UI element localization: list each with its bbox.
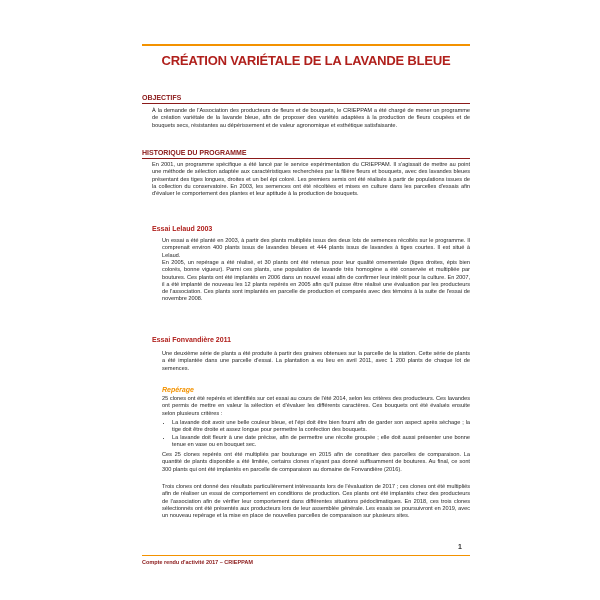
footer-text: Compte rendu d'activité 2017 – CRIEPPAM: [142, 560, 253, 566]
subsection-heading-lelaud: Essai Lelaud 2003: [152, 226, 213, 233]
subsubsection-heading-reperage: Repérage: [162, 387, 194, 394]
bullet-item: • La lavande doit fleurir à une date précise, afin de permettre une récolte groupée ; elle doit aussi présenter une bonne tenue en vase ou en bouquet sec.: [172, 435, 470, 450]
section-heading-historique: HISTORIQUE DU PROGRAMME: [142, 150, 470, 159]
subsection-heading-fonvandiere: Essai Fonvandière 2011: [152, 337, 231, 344]
footer-rule: [142, 555, 470, 556]
page-number: 1: [458, 544, 462, 551]
section-heading-objectifs: OBJECTIFS: [142, 95, 470, 104]
reperage-paragraph: 25 clones ont été repérés et identifiés sur cet essai au cours de l'été 2014, selon les critères des producteurs. Ces lavandes ont permis de mettre en valeur la sélection et d'évaluer les différents caractères. Ces bouquets ont été évalués ensuite selon plusieurs critères :: [162, 396, 470, 417]
document-title: CRÉATION VARIÉTALE DE LA LAVANDE BLEUE: [161, 53, 451, 68]
reperage-after-paragraph-1: Ces 25 clones repérés ont été multipliés par bouturage en 2015 afin de constituer des parcelles de comparaison. La quantité de plants disponible a été limitée, certains clones n'ayant pas donné suffisamment de boutures. Au final, ce sont 300 plants qui ont été implantés en parcelle de comparaison au domaine de Fonvandière (2016).: [162, 452, 470, 473]
bullet-item: • La lavande doit avoir une belle couleur bleue, et l'épi doit être bien fourni afin de garder son aspect après séchage ; la tige doit être droite et assez longue pour permettre la confection des bouquets.: [172, 420, 470, 435]
fonvandiere-paragraph: Une deuxième série de plants a été produite à partir des graines obtenues sur la parcelle de la station. Cette série de plants a été implantée dans une parcelle d'essai. La plantation a eu lieu en avril 2011, avec 1 200 plants de chaque lot de semences.: [162, 351, 470, 372]
lelaud-paragraph-2: En 2005, un repérage a été réalisé, et 30 plants ont été retenus pour leur qualité ornementale (tiges droites, épis bien colorés, bonne vigueur). Parmi ces plants, une population de lavande très homogène a été conservée et multipliée par boutures. Ces plants ont été implantés en 2006 dans un nouvel essai afin de confirmer leur intérêt pour la culture. En 2007, il a été implanté de nouveau les 12 plants repérés en 2005 afin qu'il puisse être réalisé une évaluation par les producteurs de l'association. Ces plants sont implantés en parcelle de production et comparés avec des témoins à la suite de l'essai de novembre 2008.: [162, 260, 470, 303]
objectifs-paragraph: À la demande de l'Association des producteurs de fleurs et de bouquets, le CRIEPPAM a été chargé de mener un programme de création variétale de la lavande bleue, afin de proposer des variétés adaptées à la production de fleurs coupées et de bouquets secs, résistantes au dépérissement et de valeur agronomique et esthétique satisfaisante.: [152, 108, 470, 129]
reperage-bullet-list: [162, 420, 470, 449]
reperage-after-paragraph-2: Trois clones ont donné des résultats particulièrement intéressants lors de l'évaluation de 2017 ; ces clones ont été multipliés afin de réaliser un essai de comportement en conditions de production. Ces plants ont été implantés chez des producteurs de l'association afin de vérifier leur comportement dans différentes situations pédoclimatiques. En 2018, ces trois clones sélectionnés ont été présentés aux producteurs lors de leur assemblée générale. Les essais se poursuivront en 2019, avec un nouveau repérage et la mise en place de nouvelles parcelles de comparaison sur plusieurs sites.: [162, 484, 470, 520]
historique-paragraph: En 2001, un programme spécifique a été lancé par le service expérimentation du CRIEPPAM. Il s'agissait de mettre au point une méthode de sélection adaptée aux caractéristiques recherchées par la filière fleurs et bouquets, avec des lavandes bleues présentant des tiges longues, droites et un bel épi coloré. Les premiers semis ont été réalisés à partir de populations issues de la collection du conservatoire. En 2003, les semences ont été récoltées et mises en culture dans les parcelles d'essais afin d'évaluer le comportement des plantes et leur aptitude à la production de bouquets.: [152, 162, 470, 198]
header-rule: [142, 44, 470, 46]
lelaud-paragraph-1: Un essai a été planté en 2003, à partir des plants multipliés issus des deux lots de semences récoltés sur le programme. Il comprenait environ 400 plants issus de lavandes bleues et 444 plants issus de lavandes à tiges courtes. Il est situé à Lelaud.: [162, 238, 470, 259]
